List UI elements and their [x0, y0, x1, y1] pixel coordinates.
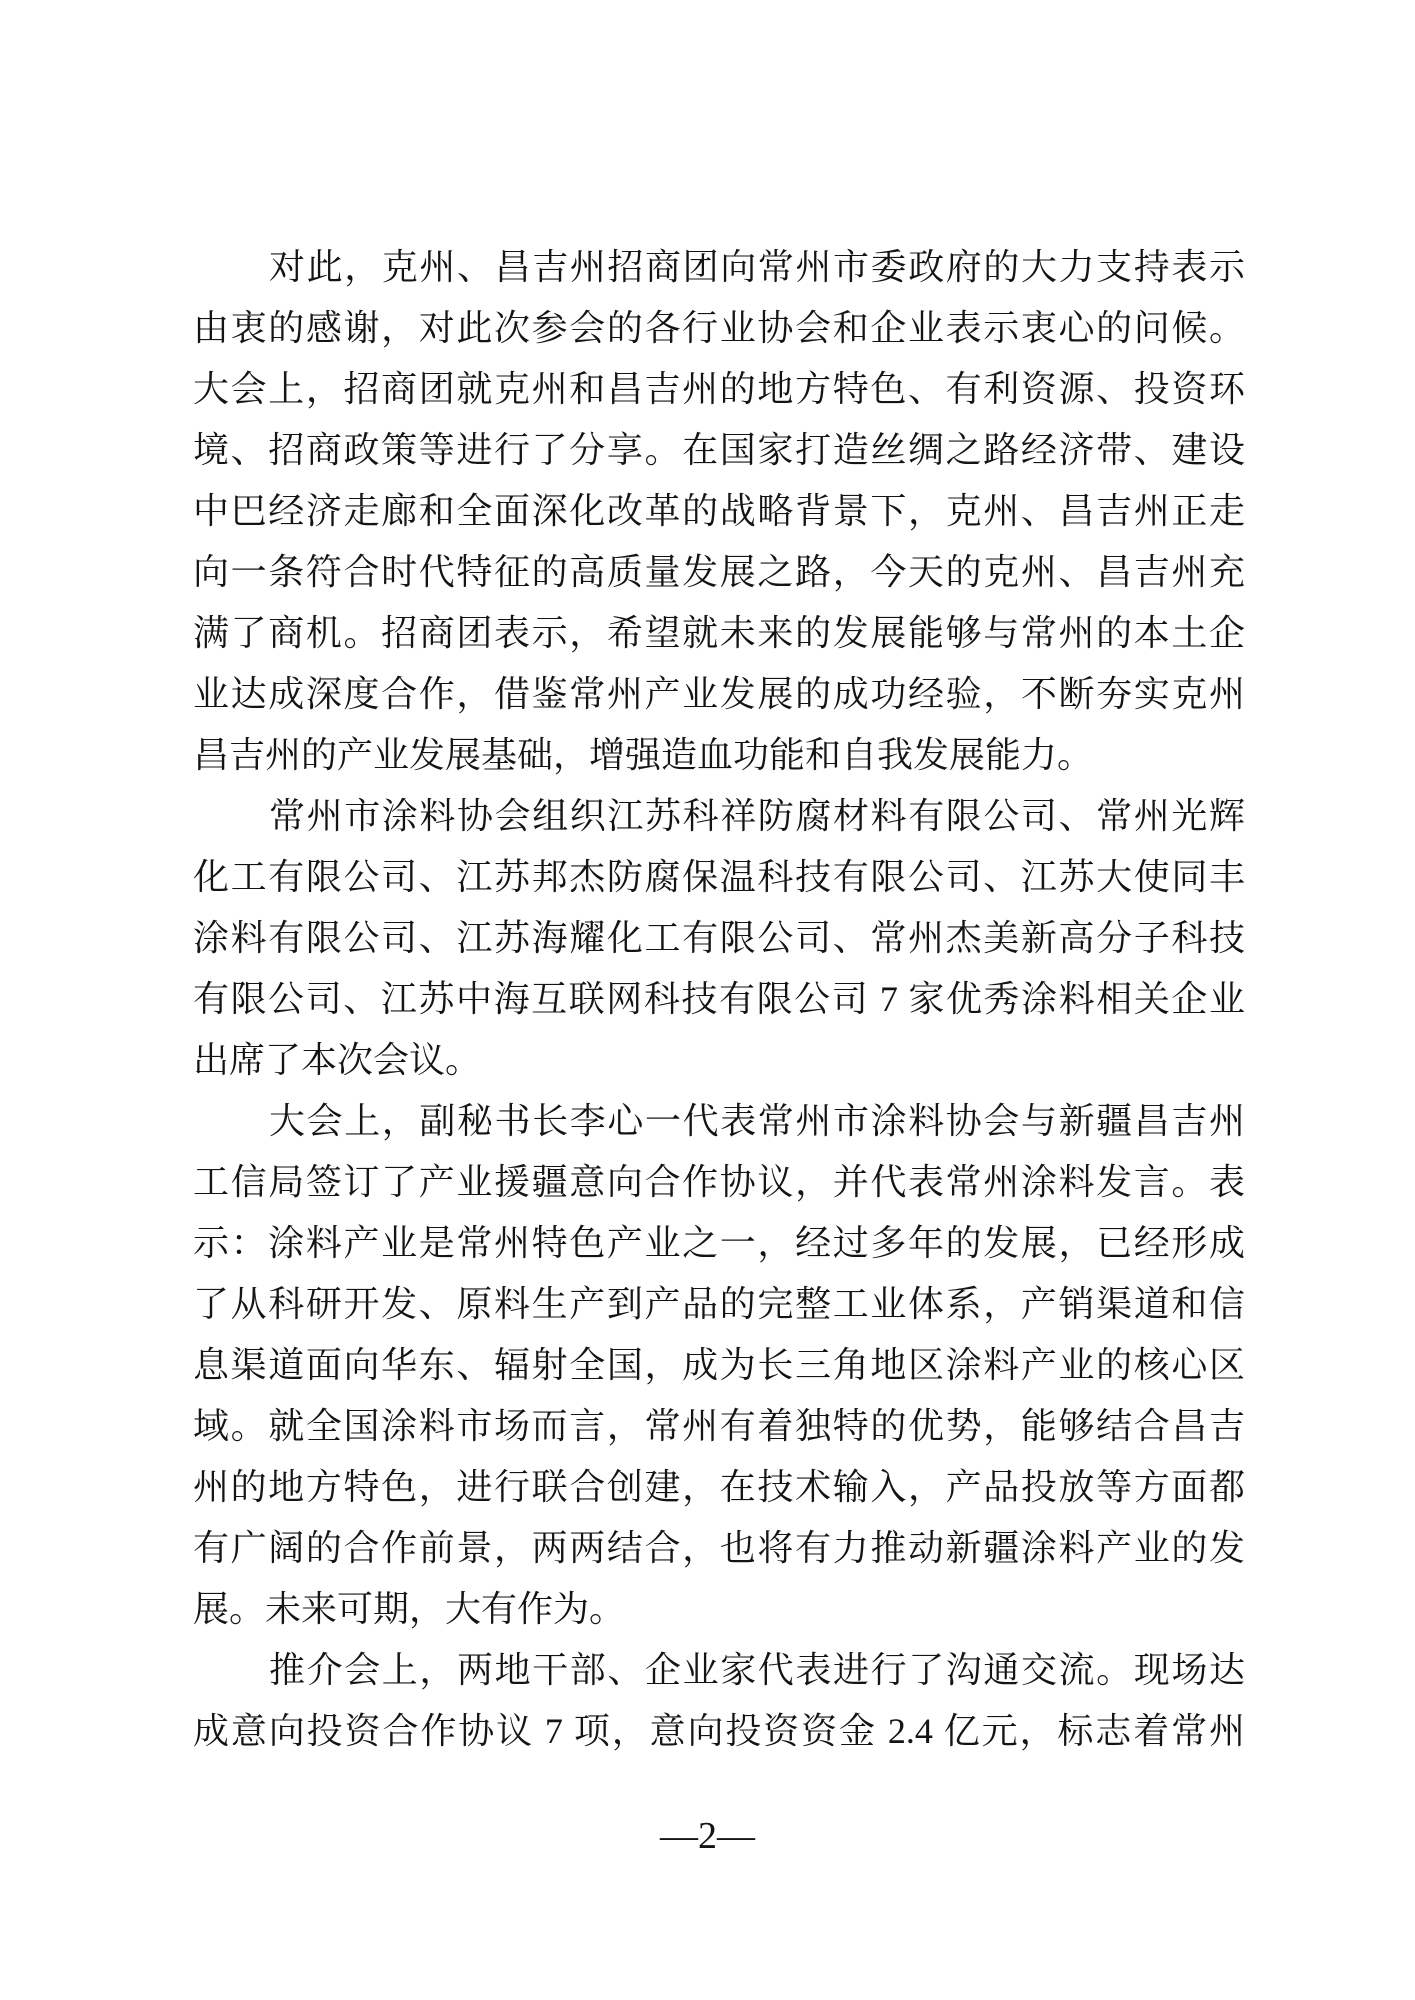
text-line: 有限公司、江苏中海互联网科技有限公司 7 家优秀涂料相关企业: [193, 979, 1245, 1019]
text-line: 满了商机。招商团表示，希望就未来的发展能够与常州的本土企: [193, 613, 1245, 653]
text-line: 对此，克州、昌吉州招商团向常州市委政府的大力支持表示: [269, 247, 1245, 287]
text-line: 常州市涂料协会组织江苏科祥防腐材料有限公司、常州光辉: [269, 796, 1245, 836]
text-line: 成意向投资合作协议 7 项，意向投资资金 2.4 亿元，标志着常州: [193, 1711, 1245, 1751]
text-line: 展。未来可期，大有作为。: [193, 1589, 626, 1629]
text-line: 示：涂料产业是常州特色产业之一，经过多年的发展，已经形成: [193, 1223, 1245, 1263]
text-line: 域。就全国涂料市场而言，常州有着独特的优势，能够结合昌吉: [193, 1406, 1245, 1446]
text-line: 大会上，招商团就克州和昌吉州的地方特色、有利资源、投资环: [193, 369, 1245, 409]
text-line: 涂料有限公司、江苏海耀化工有限公司、常州杰美新高分子科技: [193, 918, 1245, 958]
page-number: —2—: [660, 1815, 755, 1857]
document-text: [193, 237, 1245, 1762]
text-line: 中巴经济走廊和全面深化改革的战略背景下，克州、昌吉州正走: [193, 491, 1245, 531]
text-line: 了从科研开发、原料生产到产品的完整工业体系，产销渠道和信: [193, 1284, 1245, 1324]
text-line: 由衷的感谢，对此次参会的各行业协会和企业表示衷心的问候。: [193, 308, 1245, 348]
text-line: 境、招商政策等进行了分享。在国家打造丝绸之路经济带、建设: [193, 430, 1245, 470]
text-line: 化工有限公司、江苏邦杰防腐保温科技有限公司、江苏大使同丰: [193, 857, 1245, 897]
text-line: 推介会上，两地干部、企业家代表进行了沟通交流。现场达: [269, 1650, 1245, 1690]
text-line: 大会上，副秘书长李心一代表常州市涂料协会与新疆昌吉州: [269, 1101, 1245, 1141]
text-line: 州的地方特色，进行联合创建，在技术输入，产品投放等方面都: [193, 1467, 1245, 1507]
text-line: 有广阔的合作前景，两两结合，也将有力推动新疆涂料产业的发: [193, 1528, 1245, 1568]
text-line: 出席了本次会议。: [193, 1040, 482, 1080]
text-line: 昌吉州的产业发展基础，增强造血功能和自我发展能力。: [193, 735, 1094, 775]
text-line: 向一条符合时代特征的高质量发展之路，今天的克州、昌吉州充: [193, 552, 1245, 592]
text-line: 息渠道面向华东、辐射全国，成为长三角地区涂料产业的核心区: [193, 1345, 1245, 1385]
text-line: 业达成深度合作，借鉴常州产业发展的成功经验，不断夯实克州: [193, 674, 1245, 714]
text-line: 工信局签订了产业援疆意向合作协议，并代表常州涂料发言。表: [193, 1162, 1245, 1202]
